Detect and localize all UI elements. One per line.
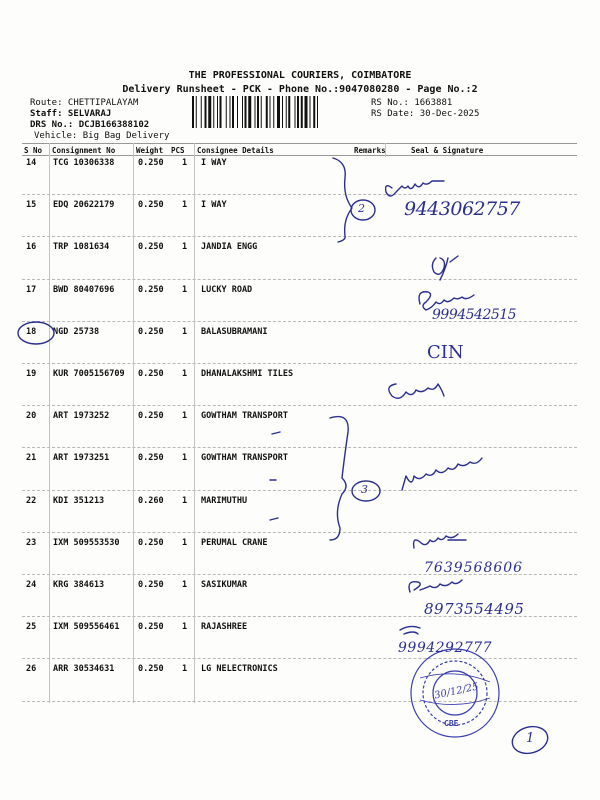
col-sno: S No [24,146,43,155]
row-weight: 0.250 [138,622,164,632]
row-consignee: LUCKY ROAD [201,285,253,295]
col-consignee: Consignee Details [197,146,274,155]
row-pcs: 1 [182,200,188,210]
col-seal: Seal & Signature [411,146,484,155]
staff-label: Staff: SELVARAJ [30,109,112,119]
row-consignment: ARR 30534631 [53,664,115,674]
row-sno: 19 [26,369,37,379]
rs-number: RS No.: 1663881 [371,98,453,108]
row-weight: 0.250 [138,200,164,210]
row-consignee: RAJASHREE [201,622,248,632]
row-consignment: ART 1973252 [53,411,110,421]
row-pcs: 1 [182,285,188,295]
row-pcs: 1 [182,411,188,421]
row-consignment: EDQ 20622179 [53,200,115,210]
col-pcs: PCS [171,146,185,155]
row-consignee: I WAY [201,158,227,168]
row-weight: 0.260 [138,496,164,506]
row-weight: 0.250 [138,158,164,168]
row-consignment: TCG 10306338 [53,158,115,168]
row-sno: 26 [26,664,37,674]
row-pcs: 1 [182,242,188,252]
row-pcs: 1 [182,538,188,548]
row-pcs: 1 [182,158,188,168]
signature-7 [409,580,462,592]
row-pcs: 1 [182,453,188,463]
row-weight: 0.250 [138,538,164,548]
row-weight: 0.250 [138,580,164,590]
row-weight: 0.250 [138,411,164,421]
group-3-number: 3 [361,483,368,496]
signature-1 [386,181,444,196]
row-sno: 23 [26,538,37,548]
row-consignee: JANDIA ENGG [201,242,258,252]
row-pcs: 1 [182,369,188,379]
row-weight: 0.250 [138,285,164,295]
row18-circle [18,322,54,344]
row-consignment: IXM 509553530 [53,538,120,548]
stamp-city: CBE [444,719,459,728]
drs-number: DRS No.: DCJB166388102 [30,120,150,130]
row-sno: 16 [26,242,37,252]
route-label: Route: CHETTIPALAYAM [30,98,139,108]
runsheet-title: Delivery Runsheet - PCK - Phone No.:9047080280 - Page No.:2 [122,84,478,95]
row-consignee: I WAY [201,200,227,210]
row-sno: 14 [26,158,37,168]
signature-5 [402,458,482,490]
stamp-date: 30/12/25 [433,681,480,702]
rs-date: RS Date: 30-Dec-2025 [371,109,480,119]
row-sno: 20 [26,411,37,421]
row-consignment: KDI 351213 [53,496,105,506]
col-remarks: Remarks [354,146,386,155]
brace-2 [330,417,348,540]
row-consignment: NGD 25738 [53,327,100,337]
row-consignment: TRP 1081634 [53,242,110,252]
row-sno: 22 [26,496,37,506]
row-consignee: GOWTHAM TRANSPORT [201,411,288,421]
page-mark: 1 [526,731,535,746]
row-consignee: GOWTHAM TRANSPORT [201,453,288,463]
row-pcs: 1 [182,327,188,337]
row-weight: 0.250 [138,453,164,463]
signature-4 [389,384,444,398]
row-sno: 18 [26,327,37,337]
phone-number-1: 9443062757 [404,198,520,220]
signature-2 [432,256,458,280]
row-sno: 15 [26,200,37,210]
row-pcs: 1 [182,580,188,590]
group-2-number: 2 [358,202,365,215]
row-weight: 0.250 [138,327,164,337]
col-weight: Weight [136,146,164,155]
row-weight: 0.250 [138,369,164,379]
cin-mark: CIN [427,342,464,363]
row-weight: 0.250 [138,242,164,252]
row-weight: 0.250 [138,664,164,674]
row-consignee: LG NELECTRONICS [201,664,278,674]
signature-8 [400,626,420,634]
row-consignee: BALASUBRAMANI [201,327,268,337]
phone-number-5: 9994292777 [398,640,493,656]
col-consignment: Consignment No [52,146,116,155]
row-consignee: DHANALAKSHMI TILES [201,369,294,379]
company-name: THE PROFESSIONAL COURIERS, COIMBATORE [188,70,412,81]
row-sno: 21 [26,453,37,463]
row-pcs: 1 [182,664,188,674]
row-pcs: 1 [182,622,188,632]
row-sno: 17 [26,285,37,295]
row-consignee: MARIMUTHU [201,496,248,506]
row-sno: 24 [26,580,37,590]
row-pcs: 1 [182,496,188,506]
row-consignee: PERUMAL CRANE [201,538,268,548]
row-consignment: IXM 509556461 [53,622,120,632]
brace-1 [333,158,352,242]
row-consignee: SASIKUMAR [201,580,248,590]
row-consignment: BWD 80407696 [53,285,115,295]
signature-6 [414,534,466,548]
row-consignment: KUR 7005156709 [53,369,125,379]
row-consignment: ART 1973251 [53,453,110,463]
row-consignment: KRG 384613 [53,580,105,590]
vehicle-label: Vehicle: Big Bag Delivery [34,131,170,141]
phone-number-3: 7639568606 [424,560,524,576]
row-sno: 25 [26,622,37,632]
phone-number-2: 9994542515 [432,307,517,323]
phone-number-4: 8973554495 [424,600,525,618]
